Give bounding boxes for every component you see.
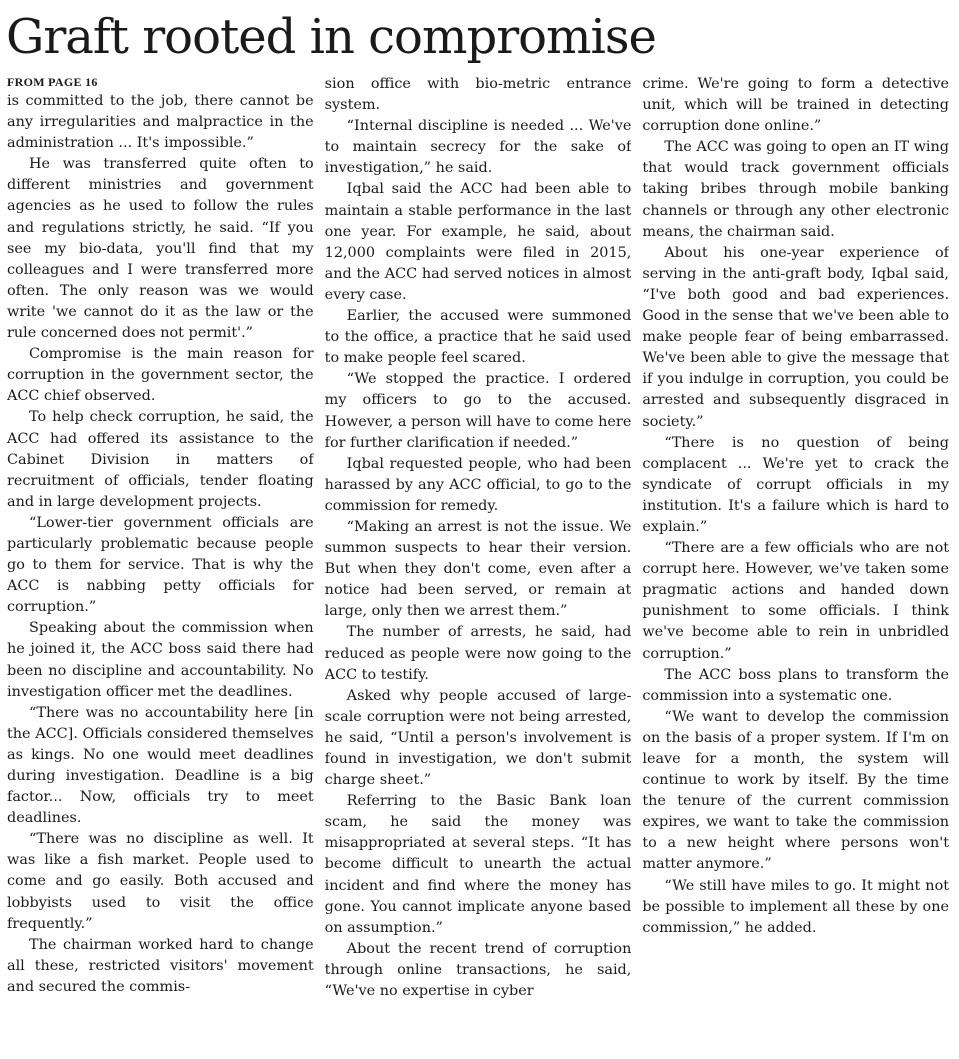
paragraph: To help check corruption, he said, the ACC had offered its assistance to the Cabinet Division in matters of recruitment of officials, tender floating and in large development projects. [7, 409, 314, 510]
paragraph: The chairman worked hard to change all these, restricted visitors' movement and secured the commis- [7, 936, 314, 995]
paragraph: Referring to the Basic Bank loan scam, he said the money was misappropriated at several steps. “It has become difficult to unearth the actual incident and find where the money has gone. You cannot implicate anyone based on assumption.” [324, 793, 632, 936]
paragraph: The number of arrests, he said, had reduced as people were now going to the ACC to testify. [324, 624, 632, 683]
jump-line: FROM PAGE 16 [7, 75, 98, 89]
paragraph: “There are a few officials who are not corrupt here. However, we've taken some pragmatic actions and handed down punishment to some officials. I think we've become able to rein in unbridled corruption.” [642, 540, 950, 662]
paragraph: “We stopped the practice. I ordered my officers to go to the accused. However, a person will have to come here for further clarification if needed.” [324, 371, 632, 451]
paragraph: Compromise is the main reason for corruption in the government sector, the ACC chief observed. [7, 346, 314, 405]
paragraph: About the recent trend of corruption through online transactions, he said, “We've no expertise in cyber [324, 940, 632, 1000]
paragraph: “We want to develop the commission on the basis of a proper system. If I'm on leave for a month, the system will continue to work by itself. By the time the tenure of the current commission expires, we want to take the commission to a new height where persons won't matter anymore.” [642, 708, 950, 873]
paragraph: “There is no question of being complacent ... We're yet to crack the syndicate of corrupt officials in my institution. It's a failure which is hard to explain.” [642, 434, 950, 535]
article-headline: Graft rooted in compromise [6, 9, 656, 65]
article-body [7, 74, 949, 1058]
paragraph: “Internal discipline is needed ... We've to maintain secrecy for the sake of investigation,” he said. [324, 118, 632, 177]
paragraph: “Lower-tier government officials are particularly problematic because people go to them for service. That is why the ACC is nabbing petty officials for corruption.” [7, 514, 314, 616]
paragraph: Iqbal requested people, who had been harassed by any ACC official, to go to the commission for remedy. [324, 455, 632, 514]
paragraph: The ACC was going to open an IT wing that would track government officials taking bribes through mobile banking channels or through any other electronic means, the chairman said. [642, 139, 950, 240]
paragraph: “There was no accountability here [in the ACC]. Officials considered themselves as kings. No one would meet deadlines during investigation. Deadline is a big factor... Now, officials try to meet deadlines. [7, 704, 314, 827]
paragraph: “There was no discipline as well. It was like a fish market. People used to come and go easily. Both accused and lobbyists used to visit the office frequently.” [7, 831, 314, 932]
paragraph: The ACC boss plans to transform the commission into a systematic one. [642, 666, 950, 704]
paragraph: He was transferred quite often to different ministries and government agencies as he used to follow the rules and regulations strictly, he said. “If you see my bio-data, you'll find that my colleagues and I were transferred more often. The only reason was we would write 'we cannot do it as the law or the rule concerned does not permit'.” [7, 156, 314, 342]
paragraph: Asked why people accused of large-scale corruption were not being arrested, he said, “Until a person's involvement is found in investigation, we don't submit charge sheet.” [324, 687, 632, 789]
paragraph: “Making an arrest is not the issue. We summon suspects to hear their version. But when they don't come, even after a notice had been served, or remain at large, only then we arrest them.” [324, 518, 632, 620]
paragraph: Speaking about the commission when he joined it, the ACC boss said there had been no discipline and accountability. No investigation officer met the deadlines. [7, 620, 314, 700]
paragraph: crime. We're going to form a detective unit, which will be trained in detecting corruption done online.” [642, 76, 950, 135]
column-3 [642, 74, 949, 1058]
paragraph: Iqbal said the ACC had been able to maintain a stable performance in the last one year. For example, he said, about 12,000 complaints were filed in 2015, and the ACC had served notices in almost every case. [324, 181, 632, 303]
column-2 [325, 74, 632, 1058]
column-1 [7, 74, 314, 1058]
paragraph: “We still have miles to go. It might not be possible to implement all these by one commission,” he added. [642, 877, 950, 936]
paragraph: Earlier, the accused were summoned to the office, a practice that he said used to make people feel scared. [324, 308, 632, 367]
paragraph: sion office with bio-metric entrance system. [324, 76, 632, 114]
paragraph: is committed to the job, there cannot be any irregularities and malpractice in the administration ... It's impossible.” [7, 93, 314, 152]
paragraph: About his one-year experience of serving in the anti-graft body, Iqbal said, “I've both good and bad experiences. Good in the sense that we've been able to make people fear of being embarrassed. We've been able to give the message that if you indulge in corruption, you could be arrested and subsequently disgraced in society.” [642, 244, 950, 430]
